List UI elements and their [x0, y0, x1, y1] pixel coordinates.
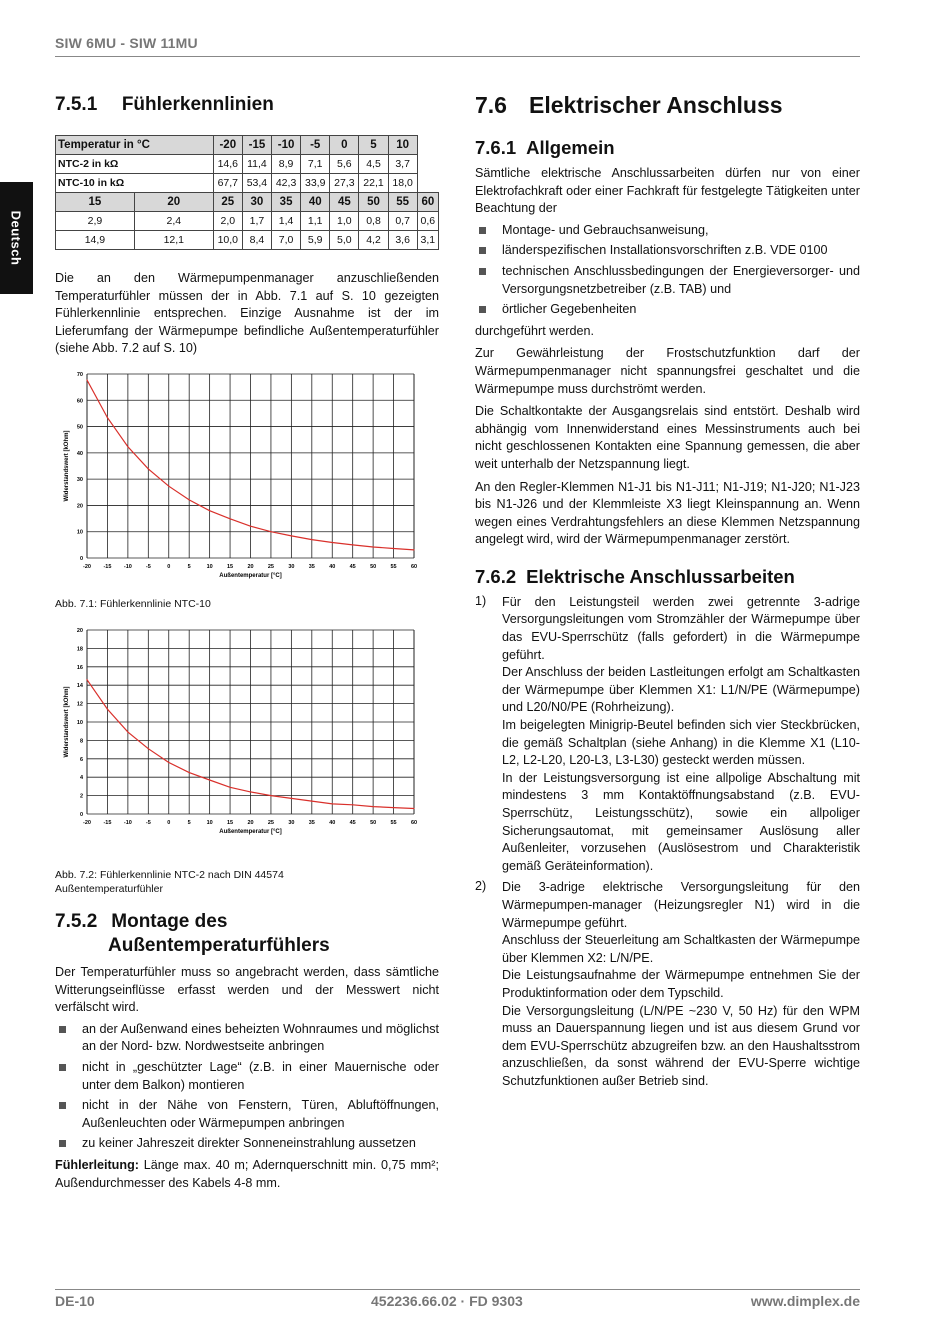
table-cell: 5,9 — [301, 231, 330, 250]
x-tick-label: 25 — [267, 820, 274, 826]
heading-text: Fühlerkennlinien — [121, 94, 274, 115]
step-text: Die Leistungsaufnahme der Wärmepumpe entnehmen Sie der Produktinformation oder dem Typschild. — [502, 968, 860, 1000]
x-tick-label: 60 — [410, 564, 418, 570]
data-point — [168, 762, 169, 763]
y-axis-label: Widerstandswert [kOhm] — [64, 686, 70, 758]
step-text: Der Anschluss der beiden Lastleitungen erfolgt am Schaltkasten der Wärmepumpe über Klemmen X1: L1/N/PE (Wärmepumpe) und L20/N0/PE (Rohrheizung). — [502, 665, 860, 715]
language-tab — [0, 182, 33, 294]
y-tick-label: 14 — [76, 683, 83, 690]
heading-number: 7.6.1 — [475, 137, 517, 158]
table-cell: 50 — [359, 193, 388, 212]
x-tick-label: 40 — [329, 820, 336, 826]
y-tick-label: 2 — [79, 793, 83, 800]
table-cell: 42,3 — [272, 174, 301, 193]
table-cell: 60 — [417, 193, 438, 212]
table-row — [56, 136, 439, 155]
x-tick-label: 15 — [227, 564, 234, 570]
paragraph: Zur Gewährleistung der Frostschutzfunktion darf der Wärmepumpenmanager nicht spannungsfrei geschaltet und die Wärmepumpe muss durchströmt werden. — [475, 346, 860, 396]
x-tick-label: -10 — [123, 564, 132, 570]
x-tick-label: 20 — [247, 564, 254, 570]
data-point — [250, 526, 251, 527]
x-tick-label: 0 — [167, 564, 171, 570]
data-point — [86, 379, 87, 380]
heading-7-6-2 — [475, 566, 860, 588]
x-tick-label: 5 — [187, 820, 191, 826]
data-point — [107, 709, 108, 710]
table-cell: 4,5 — [359, 155, 388, 174]
heading-7-6 — [475, 92, 860, 119]
list-item: technischen Anschlussbedingungen der Energieversorger- und Versorgungsnetzbetreiber (z.B. TAB) und — [475, 263, 860, 298]
step-text: Die 3-adrige elektrische Versorgungsleitung für den Wärmepumpen-manager (Heizungsregler N1) wird in die Wärmepumpe geführt. — [502, 880, 860, 930]
table-cell: 2,4 — [134, 212, 213, 231]
x-tick-label: 55 — [390, 820, 397, 826]
table-cell: NTC-2 in kΩ — [56, 155, 214, 174]
table-row — [56, 212, 439, 231]
data-point — [229, 518, 230, 519]
x-tick-label: 45 — [349, 564, 356, 570]
list-item: zu keiner Jahreszeit direkter Sonneneinstrahlung aussetzen — [55, 1135, 439, 1153]
left-column — [55, 92, 439, 358]
table-cell: 27,3 — [330, 174, 359, 193]
data-point — [413, 549, 414, 550]
table-cell: 3,7 — [388, 155, 417, 174]
table-cell: 22,1 — [359, 174, 388, 193]
footer-page-number: DE-10 — [55, 1293, 95, 1309]
table-cell: 5,6 — [330, 155, 359, 174]
table-cell: 7,0 — [272, 231, 301, 250]
x-tick-label: 0 — [167, 820, 171, 826]
table-cell: Temperatur in °C — [56, 136, 214, 155]
data-point — [229, 787, 230, 788]
y-tick-label: 12 — [76, 701, 83, 708]
cable-paragraph — [55, 1157, 439, 1192]
table-cell: 1,4 — [272, 212, 301, 231]
x-tick-label: -5 — [145, 820, 151, 826]
list-item: nicht in „geschützter Lage“ (z.B. in einer Mauernische oder unter dem Balkon) montieren — [55, 1059, 439, 1094]
data-point — [127, 732, 128, 733]
data-point — [168, 486, 169, 487]
table-cell: 1,1 — [301, 212, 330, 231]
table-cell: 45 — [330, 193, 359, 212]
y-tick-label: 6 — [79, 756, 83, 763]
table-cell: -10 — [272, 136, 301, 155]
table-cell: 8,4 — [242, 231, 271, 250]
y-tick-label: 10 — [76, 529, 83, 536]
chart-grid — [87, 630, 414, 814]
x-tick-label: 15 — [227, 820, 234, 826]
step-text: Im beigelegten Minigrip-Beutel befinden sich vier Steckbrücken, die gemäß Schaltplan (siehe Anhang) in die Klemme X1 (L10-L2, L2-L20, L20-L3, L3-L30) gesteckt werden müssen. — [502, 718, 860, 768]
data-point — [393, 548, 394, 549]
ntc2-chart — [55, 622, 425, 840]
step-text: Anschluss der Steuerleitung am Schaltkasten der Wärmepumpe über Klemmen X2: L/N/PE. — [502, 933, 860, 965]
cable-text: Länge max. 40 m; Adernquerschnitt min. 0,75 mm²; Außendurchmesser des Kabels 4-8 mm. — [55, 1157, 439, 1190]
table-cell: 11,4 — [242, 155, 271, 174]
heading-number: 7.6.2 — [475, 565, 517, 587]
data-point — [148, 468, 149, 469]
mounting-list — [55, 1021, 439, 1153]
table-cell: 35 — [272, 193, 301, 212]
table-cell: 0,7 — [388, 212, 417, 231]
table-row — [56, 231, 439, 250]
table-cell: 5,0 — [330, 231, 359, 250]
table-cell: 20 — [134, 193, 213, 212]
y-tick-label: 16 — [76, 664, 83, 671]
table-cell: 67,7 — [213, 174, 242, 193]
x-tick-label: 25 — [267, 564, 274, 570]
list-item — [475, 879, 860, 1090]
table-cell: 3,1 — [417, 231, 438, 250]
data-point — [311, 801, 312, 802]
x-tick-label: 30 — [288, 820, 295, 826]
heading-number: 7.5.1 — [55, 94, 98, 115]
x-tick-label: -10 — [123, 820, 132, 826]
data-point — [352, 804, 353, 805]
footer-website: www.dimplex.de — [750, 1293, 860, 1309]
chart-grid — [87, 374, 414, 558]
table-cell: 7,1 — [301, 155, 330, 174]
data-point — [393, 807, 394, 808]
table-cell: 53,4 — [242, 174, 271, 193]
ntc10-chart — [55, 366, 425, 584]
heading-7-5-2 — [55, 910, 439, 958]
sensor-table — [55, 135, 439, 250]
table-cell: 2,9 — [56, 212, 135, 231]
table-cell: 25 — [213, 193, 242, 212]
step-text: In der Leistungsversorgung ist eine allpolige Abschaltung mit mindestens 3 mm Kontaktöffnungsabstand (z.B. EVU-Sperrschütz, Leistungsschütz), sowie ein allpoliger Sicherungsautomat, mit gemeinsamer Auslösung aller Außenleiter, vorzusehen (Auslösestrom und Charakteristik gemäß Geräteinformation). — [502, 770, 860, 873]
x-tick-label: -20 — [83, 564, 91, 570]
table-cell: 2,0 — [213, 212, 242, 231]
table-cell: 14,6 — [213, 155, 242, 174]
data-point — [332, 542, 333, 543]
data-point — [189, 772, 190, 773]
list-item: Montage- und Gebrauchsanweisung, — [475, 222, 860, 240]
heading-7-5-1 — [55, 94, 439, 116]
x-tick-label: 35 — [308, 820, 315, 826]
data-point — [86, 679, 87, 680]
x-tick-label: -5 — [145, 564, 151, 570]
heading-text: Elektrische Anschlussarbeiten — [526, 565, 795, 587]
x-tick-label: -20 — [83, 820, 91, 826]
figure-caption-line: Abb. 7.2: Fühlerkennlinie NTC-2 nach DIN 44574 — [55, 869, 284, 881]
table-cell: 15 — [56, 193, 135, 212]
intro-paragraph: Die an den Wärmepumpenmanager anzuschließenden Temperaturfühler müssen der in Abb. 7.1 auf S. 10 gezeigten Fühlerkennlinie entsprechen. Einzige Ausnahme ist der im Lieferumfang der Wärmepumpe befindliche Außentemperaturfühler (siehe Abb. 7.2 auf S. 10) — [55, 271, 439, 356]
footer-rule — [55, 1289, 860, 1290]
x-tick-label: 10 — [206, 820, 213, 826]
section-7-5-2 — [55, 910, 439, 1192]
table-cell: 5 — [359, 136, 388, 155]
y-tick-label: 70 — [76, 372, 83, 378]
x-tick-label: 50 — [370, 564, 377, 570]
y-tick-label: 4 — [79, 775, 83, 782]
x-tick-label: 40 — [329, 564, 336, 570]
x-tick-label: 45 — [349, 820, 356, 826]
data-point — [373, 546, 374, 547]
y-tick-label: 30 — [76, 477, 83, 484]
heading-7-6-1 — [475, 137, 860, 159]
y-tick-label: 18 — [76, 646, 83, 653]
x-tick-label: 30 — [288, 564, 295, 570]
data-point — [189, 499, 190, 500]
table-cell: 10 — [388, 136, 417, 155]
y-axis-label: Widerstandswert [kOhm] — [64, 430, 70, 502]
list-number: 1) — [475, 593, 487, 608]
x-tick-label: 60 — [410, 820, 418, 826]
y-tick-label: 40 — [76, 450, 83, 457]
table-cell: 1,7 — [242, 212, 271, 231]
x-tick-label: -15 — [103, 820, 112, 826]
header-title: SIW 6MU - SIW 11MU — [55, 35, 198, 51]
connection-steps — [475, 594, 860, 1091]
x-tick-label: 50 — [370, 820, 377, 826]
paragraph: durchgeführt werden. — [475, 323, 595, 338]
data-point — [332, 803, 333, 804]
mounting-paragraph: Der Temperaturfühler muss so angebracht werden, dass sämtliche Witterungseinflüsse erfasst werden und der Messwert nicht verfälscht wird. — [55, 965, 439, 1015]
table-cell: 3,6 — [388, 231, 417, 250]
y-tick-label: 20 — [76, 628, 83, 634]
list-item: nicht in der Nähe von Fenstern, Türen, Abluftöffnungen, Außenleuchten oder Wärmepumpen anbringen — [55, 1097, 439, 1132]
list-item: örtlicher Gegebenheiten — [475, 301, 860, 319]
regulations-list — [475, 222, 860, 319]
data-point — [127, 446, 128, 447]
step-text: Für den Leistungsteil werden zwei getrennte 3-adrige Versorgungsleitungen vom Stromzähler der Wärmepumpe über das EVU-Sperrschütz (falls gefordert) in die Wärmepumpe geführt. — [502, 594, 860, 662]
footer-document-number: 452236.66.02 · FD 9303 — [371, 1293, 523, 1309]
paragraph: Die Schaltkontakte der Ausgangsrelais sind entstört. Deshalb wird abhängig vom Innenwiderstand eines Messinstruments auch bei nicht geschlossenen Kontakten eine Spannung gemessen, die aber weit unterhalb der Netzspannung liegt. — [475, 404, 860, 471]
data-point — [413, 808, 414, 809]
table-cell: -20 — [213, 136, 242, 155]
heading-text: Allgemein — [526, 137, 615, 158]
table-cell: 10,0 — [213, 231, 242, 250]
data-point — [148, 748, 149, 749]
data-point — [373, 806, 374, 807]
heading-text: Montage des — [111, 911, 228, 932]
table-cell: 18,0 — [388, 174, 417, 193]
data-point — [250, 791, 251, 792]
x-axis-label: Außentemperatur [°C] — [219, 573, 282, 579]
heading-text: Elektrischer Anschluss — [528, 92, 783, 118]
table-cell: 1,0 — [330, 212, 359, 231]
data-point — [209, 779, 210, 780]
general-paragraph: Sämtliche elektrische Anschlussarbeiten dürfen nur von einer Elektrofachkraft oder einer Fachkraft für festgelegte Tätigkeiten unter Beachtung der — [475, 166, 860, 216]
data-point — [291, 535, 292, 536]
x-axis-label: Außentemperatur [°C] — [219, 829, 282, 835]
paragraph: An den Regler-Klemmen N1-J1 bis N1-J11; N1-J19; N1-J20; N1-J23 bis N1-J26 und der Klemmleiste X3 liegt Kleinspannung an. Wenn wegen eines Verdrahtungsfehlers an diese Klemmen Netzspannung angelegt wird, wird der Wärmepumpenmanager zerstört. — [475, 479, 860, 547]
table-cell: 55 — [388, 193, 417, 212]
list-item: länderspezifischen Installationsvorschriften z.B. VDE 0100 — [475, 242, 860, 260]
table-cell: 8,9 — [272, 155, 301, 174]
list-item: an der Außenwand eines beheizten Wohnraumes und möglichst an der Nord- bzw. Nordwestseite anbringen — [55, 1021, 439, 1056]
x-tick-label: 20 — [247, 820, 254, 826]
table-cell: 12,1 — [134, 231, 213, 250]
data-point — [107, 417, 108, 418]
figure-caption-line: Außentemperaturfühler — [55, 883, 163, 895]
y-tick-label: 60 — [76, 398, 83, 405]
figure-caption-7-1: Abb. 7.1: Fühlerkennlinie NTC-10 — [55, 598, 211, 610]
table-cell: 40 — [301, 193, 330, 212]
list-number: 2) — [475, 879, 487, 894]
header-rule — [55, 56, 860, 57]
y-tick-label: 50 — [76, 424, 83, 431]
table-row — [56, 174, 439, 193]
right-column — [475, 92, 860, 1091]
data-point — [270, 795, 271, 796]
list-item — [475, 594, 860, 876]
x-tick-label: 10 — [206, 564, 213, 570]
table-cell: 4,2 — [359, 231, 388, 250]
table-cell: 30 — [242, 193, 271, 212]
table-cell: -15 — [242, 136, 271, 155]
y-tick-label: 10 — [76, 720, 83, 726]
cable-label: Fühlerleitung: — [55, 1157, 139, 1172]
table-row — [56, 155, 439, 174]
table-cell: 0,8 — [359, 212, 388, 231]
data-point — [311, 539, 312, 540]
heading-number: 7.6 — [475, 92, 507, 118]
heading-number: 7.5.2 — [55, 911, 98, 932]
y-tick-label: 0 — [79, 556, 83, 562]
table-cell: 14,9 — [56, 231, 135, 250]
table-cell: 0,6 — [417, 212, 438, 231]
language-tab-label: Deutsch — [8, 210, 24, 266]
x-tick-label: 35 — [308, 564, 315, 570]
table-cell: 33,9 — [301, 174, 330, 193]
heading-text-line2: Außentemperaturfühlers — [108, 935, 330, 956]
table-row — [56, 193, 439, 212]
data-point — [209, 510, 210, 511]
y-tick-label: 8 — [79, 738, 83, 745]
data-point — [270, 531, 271, 532]
y-tick-label: 20 — [76, 503, 83, 510]
step-text: Die Versorgungsleitung (L/N/PE ~230 V, 50 Hz) für den WPM muss an Dauerspannung liegen und ist aus diesem Grund vor dem EVU-Sperrschütz abzugreifen bzw. an den Haushaltsstrom anzuschließen, da sonst während der EVU-Sperre wichtige Schutzfunktionen außer Betrieb sind. — [502, 1003, 860, 1088]
table-cell: NTC-10 in kΩ — [56, 174, 214, 193]
x-tick-label: 5 — [187, 564, 191, 570]
y-tick-label: 0 — [79, 812, 83, 818]
table-cell: 0 — [330, 136, 359, 155]
x-tick-label: -15 — [103, 564, 112, 570]
figure-caption-7-2 — [55, 868, 284, 896]
data-point — [352, 544, 353, 545]
x-tick-label: 55 — [390, 564, 397, 570]
table-cell: -5 — [301, 136, 330, 155]
data-point — [291, 798, 292, 799]
